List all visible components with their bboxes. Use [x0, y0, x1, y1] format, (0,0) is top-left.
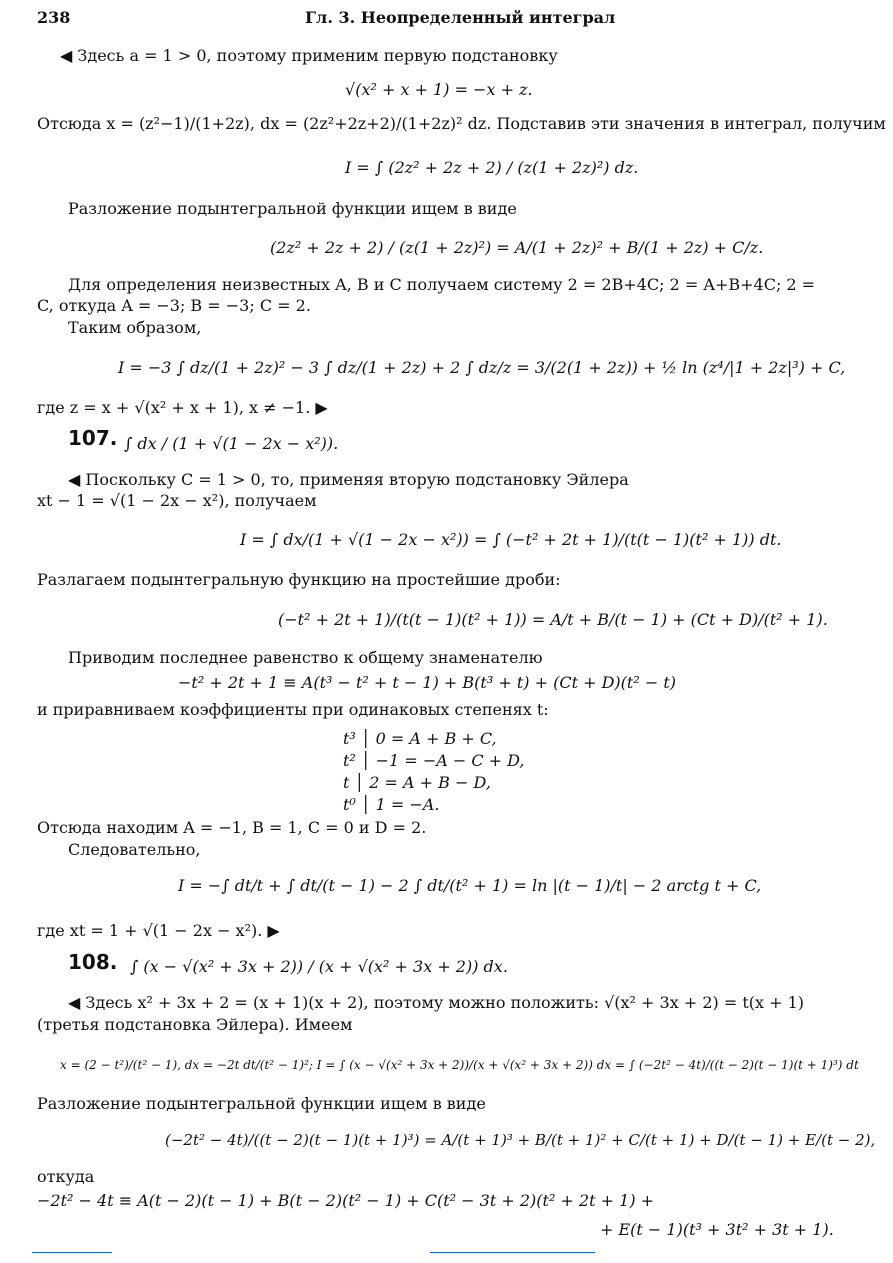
- line-33: + E(t − 1)(t³ + 3t² + 3t + 1).: [600, 1220, 834, 1239]
- footer-rule-right: [430, 1252, 595, 1253]
- line-19: −t² + 2t + 1 ≡ A(t³ − t² + t − 1) + B(t³ + t) + (Ct + D)(t² − t): [178, 673, 676, 692]
- line-07: Для определения неизвестных A, B и C получаем систему 2 = 2B+4C; 2 = A+B+4C; 2 =: [68, 275, 816, 294]
- page-number: 238: [37, 8, 71, 27]
- running-title: Гл. 3. Неопределенный интеграл: [305, 8, 616, 27]
- line-09: Таким образом,: [68, 318, 202, 337]
- sys-1: t³ │ 0 = A + B + C,: [343, 729, 497, 748]
- line-05: Разложение подынтегральной функции ищем в виде: [68, 199, 517, 218]
- sys-4: t⁰ │ 1 = −A.: [343, 795, 440, 814]
- line-28: x = (2 − t²)/(t² − 1), dx = −2t dt/(t² − 1)²; I = ∫ (x − √(x² + 3x + 2))/(x + √(x² + 3x + 2)) dx = ∫ (−2t² − 4t)/((t − 2)(t − 1)(t + 1)³) dt: [60, 1058, 859, 1072]
- line-20: и приравниваем коэффициенты при одинаковых степенях t:: [37, 700, 549, 719]
- line-12: ∫ dx / (1 + √(1 − 2x − x²)).: [124, 434, 339, 453]
- line-26: ◀ Здесь x² + 3x + 2 = (x + 1)(x + 2), поэтому можно положить: √(x² + 3x + 2) = t(x + 1): [68, 993, 805, 1012]
- line-10: I = −3 ∫ dz/(1 + 2z)² − 3 ∫ dz/(1 + 2z) + 2 ∫ dz/z = 3/(2(1 + 2z)) + ½ ln (z⁴/|1 + 2z|³) + C,: [118, 358, 846, 377]
- line-16: Разлагаем подынтегральную функцию на простейшие дроби:: [37, 570, 561, 589]
- problem-107: 107.: [68, 426, 118, 450]
- line-31: откуда: [37, 1167, 95, 1186]
- sys-2: t² │ −1 = −A − C + D,: [343, 751, 525, 770]
- line-14: xt − 1 = √(1 − 2x − x²), получаем: [37, 491, 317, 510]
- footer-rule-left: [32, 1252, 112, 1253]
- line-30: (−2t² − 4t)/((t − 2)(t − 1)(t + 1)³) = A/(t + 1)³ + B/(t + 1)² + C/(t + 1) + D/(t − 1) + E/(t − 2),: [165, 1131, 876, 1149]
- line-17: (−t² + 2t + 1)/(t(t − 1)(t² + 1)) = A/t + B/(t − 1) + (Ct + D)/(t² + 1).: [278, 610, 828, 629]
- line-22: Следовательно,: [68, 840, 201, 859]
- line-29: Разложение подынтегральной функции ищем в виде: [37, 1094, 486, 1113]
- line-18: Приводим последнее равенство к общему знаменателю: [68, 648, 543, 667]
- line-04: I = ∫ (2z² + 2z + 2) / (z(1 + 2z)²) dz.: [345, 158, 639, 177]
- line-25: ∫ (x − √(x² + 3x + 2)) / (x + √(x² + 3x + 2)) dx.: [130, 957, 508, 976]
- sys-3: t │ 2 = A + B − D,: [343, 773, 491, 792]
- problem-108: 108.: [68, 950, 118, 974]
- line-21: Отсюда находим A = −1, B = 1, C = 0 и D = 2.: [37, 818, 427, 837]
- line-03: Отсюда x = (z²−1)/(1+2z), dx = (2z²+2z+2)/(1+2z)² dz. Подставив эти значения в интеграл, получим: [37, 114, 886, 133]
- line-11: где z = x + √(x² + x + 1), x ≠ −1. ▶: [37, 398, 328, 417]
- line-02: √(x² + x + 1) = −x + z.: [345, 80, 533, 99]
- line-06: (2z² + 2z + 2) / (z(1 + 2z)²) = A/(1 + 2z)² + B/(1 + 2z) + C/z.: [270, 238, 764, 257]
- line-13: ◀ Поскольку C = 1 > 0, то, применяя вторую подстановку Эйлера: [68, 470, 629, 489]
- line-08: C, откуда A = −3; B = −3; C = 2.: [37, 296, 311, 315]
- line-24: где xt = 1 + √(1 − 2x − x²). ▶: [37, 921, 280, 940]
- line-27: (третья подстановка Эйлера). Имеем: [37, 1015, 353, 1034]
- line-01: ◀ Здесь a = 1 > 0, поэтому применим первую подстановку: [60, 46, 558, 65]
- line-23: I = −∫ dt/t + ∫ dt/(t − 1) − 2 ∫ dt/(t² + 1) = ln |(t − 1)/t| − 2 arctg t + C,: [178, 876, 762, 895]
- line-15: I = ∫ dx/(1 + √(1 − 2x − x²)) = ∫ (−t² + 2t + 1)/(t(t − 1)(t² + 1)) dt.: [240, 530, 782, 549]
- line-32: −2t² − 4t ≡ A(t − 2)(t − 1) + B(t − 2)(t² − 1) + C(t² − 3t + 2)(t² + 2t + 1) +: [37, 1191, 655, 1210]
